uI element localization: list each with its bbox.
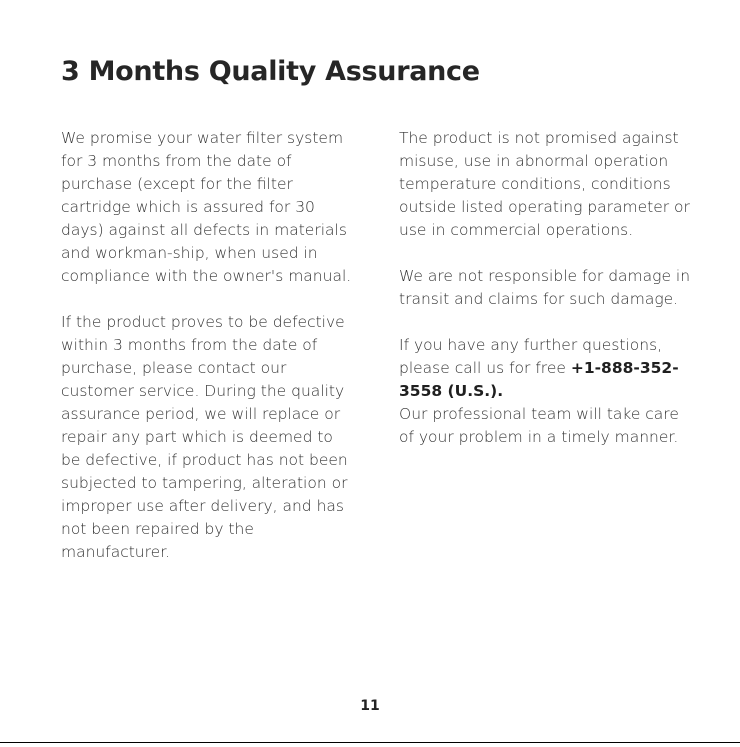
page-title: 3 Months Quality Assurance <box>61 56 480 87</box>
support-paragraph: Our professional team will take care of your problem in a timely manner. <box>399 405 679 446</box>
page-number: 11 <box>360 698 380 714</box>
transit-paragraph: We are not responsible for damage in transit and claims for such damage. <box>399 267 691 308</box>
right-column <box>399 127 691 472</box>
bottom-rule <box>0 742 740 743</box>
defect-paragraph: If the product proves to be defective within 3 months from the date of purchase, please contact our customer service. During the quality assurance period, we will replace or repair any part which is deemed to be defective, if product has not been subjected to tampering, alteration or improper use after delivery, and has not been repaired by the manufacturer. <box>61 313 348 561</box>
assurance-paragraph: We promise your water filter system for 3 months from the date of purchase (except for the filter cartridge which is assured for 30 days) against all defects in materials and workman-ship, when used in compliance with the owner's manual. <box>61 129 352 285</box>
contact-paragraph <box>399 334 691 403</box>
left-column <box>61 127 353 587</box>
contact-text: If you have any further questions, please call us for free <box>399 336 663 377</box>
exclusions-paragraph: The product is not promised against misuse, use in abnormal operation temperature conditions, conditions outside listed operating parameter or use in commercial operations. <box>399 129 690 239</box>
phone-number: +1-888-352-3558 (U.S.). <box>399 359 679 400</box>
